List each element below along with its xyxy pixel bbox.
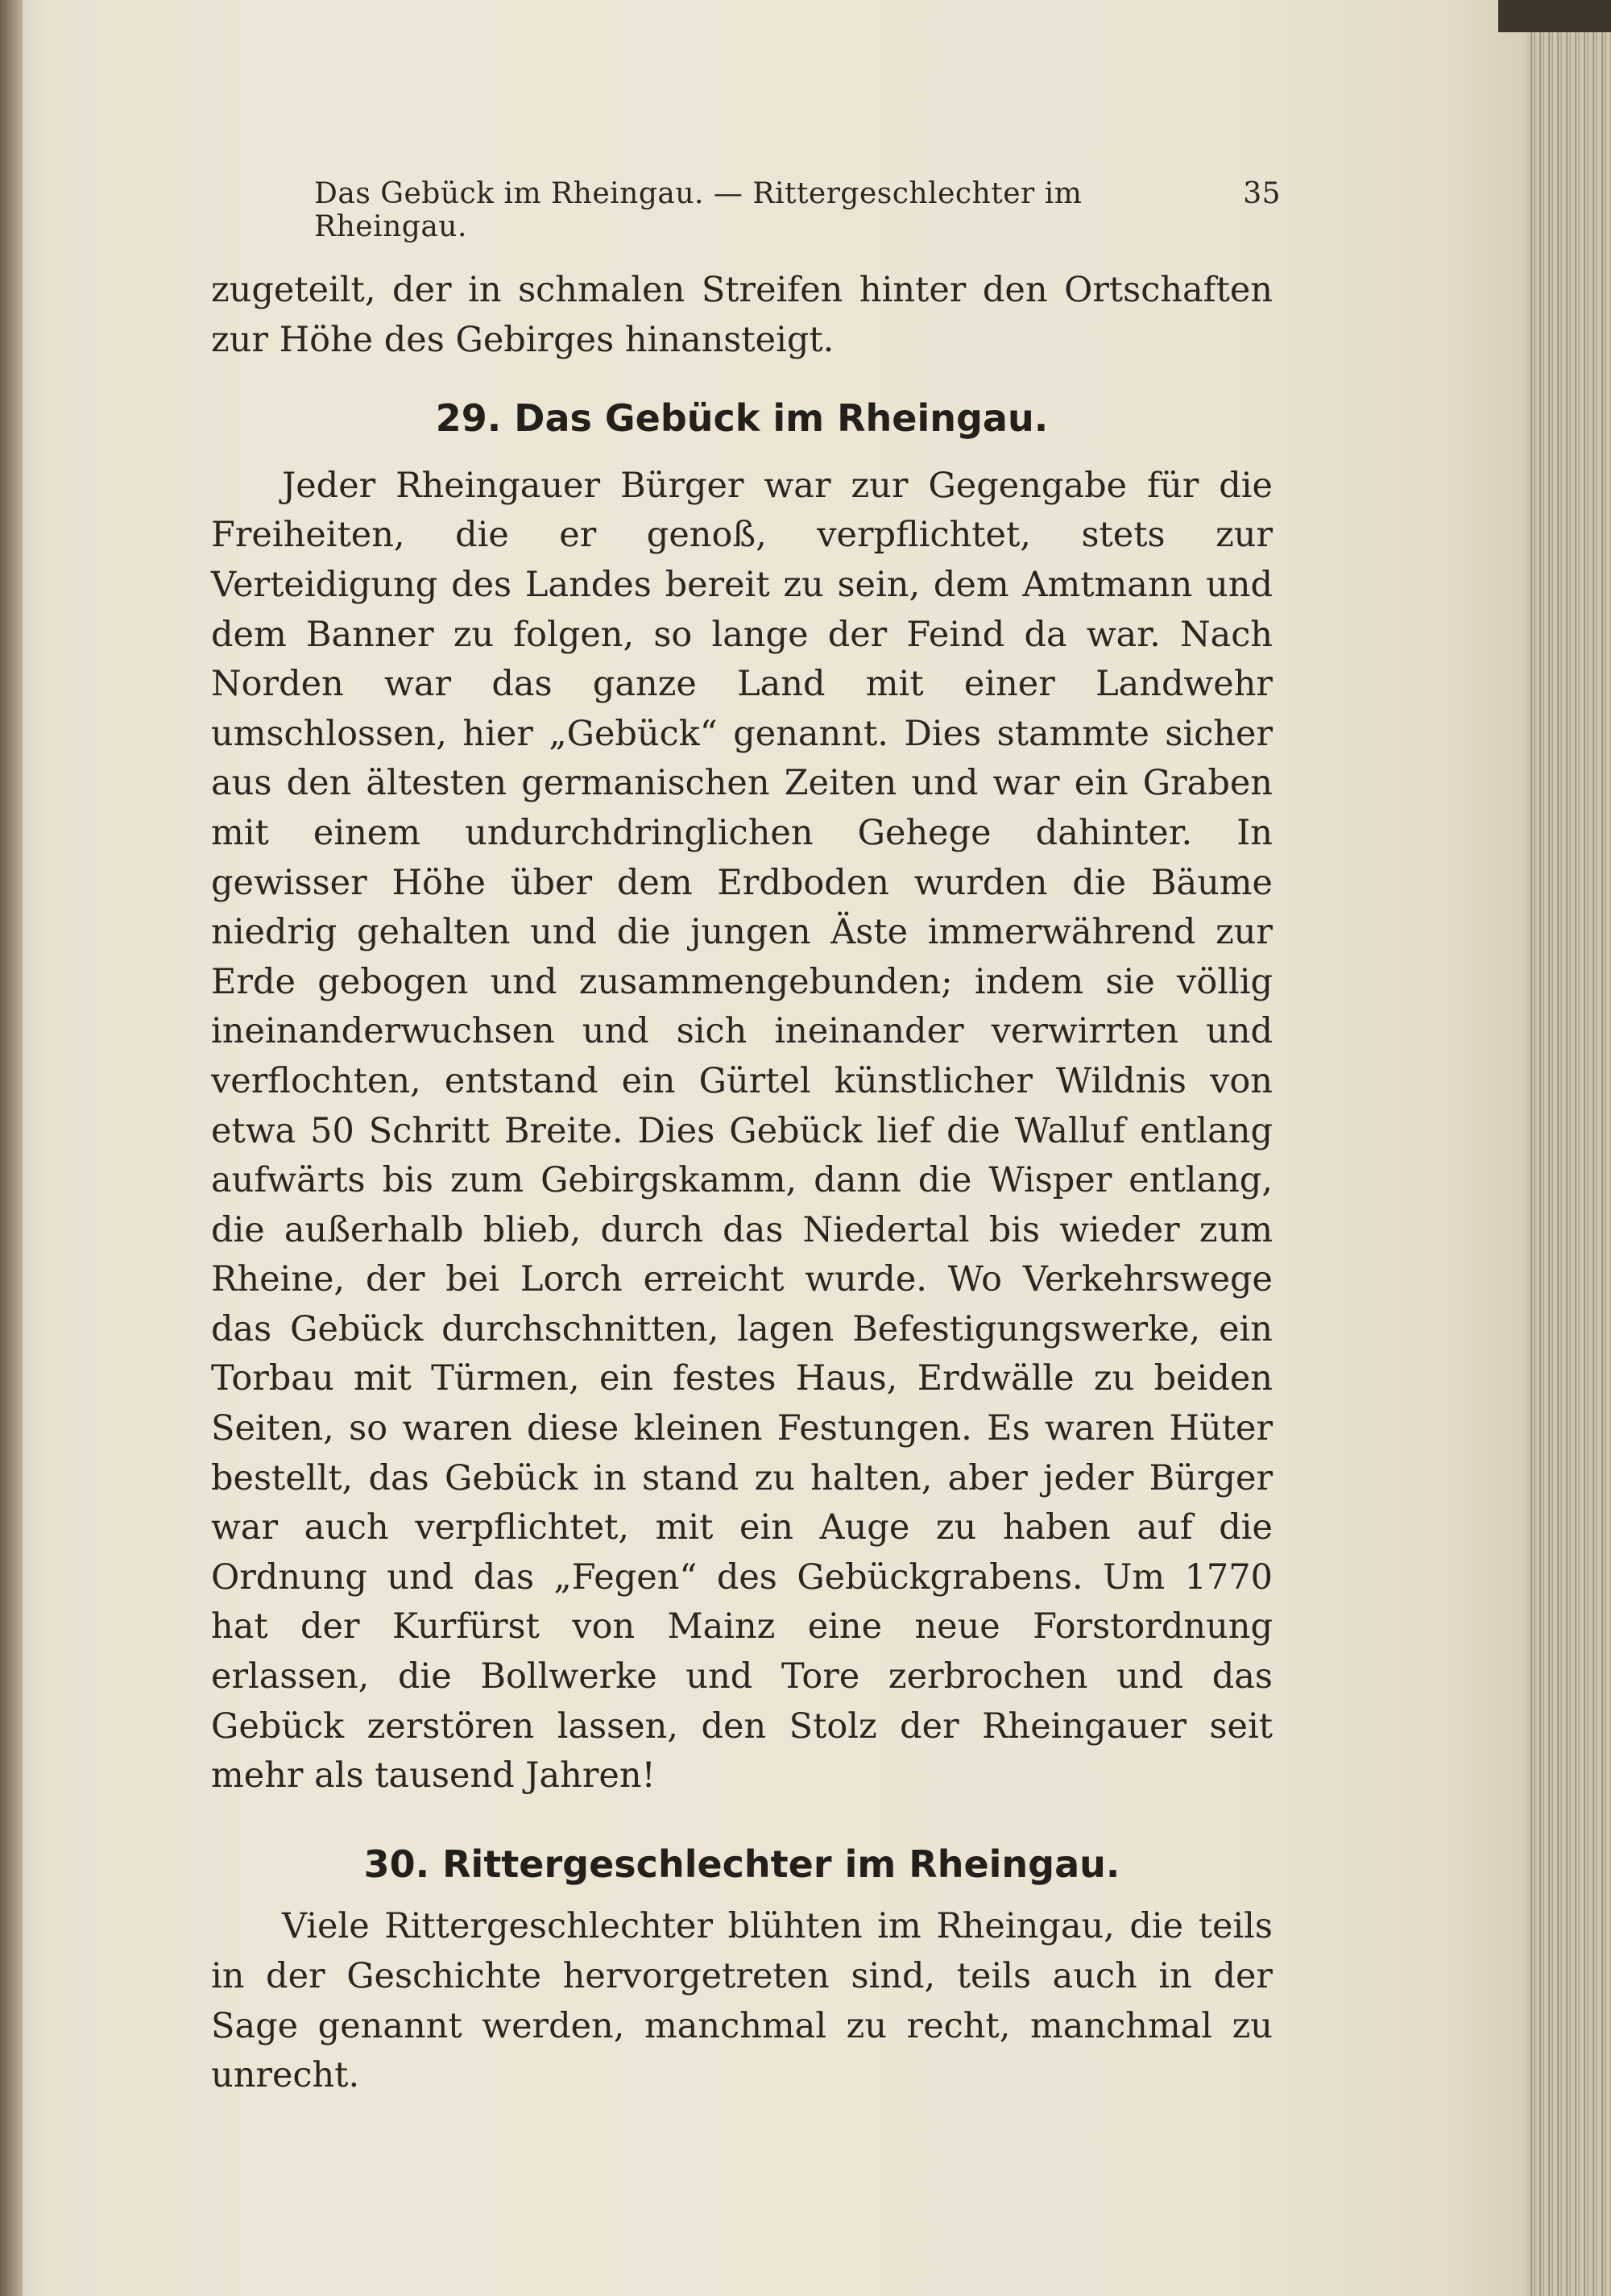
page-edges [1526, 0, 1611, 2296]
running-header [314, 177, 1281, 243]
section-heading-29: 29. Das Gebück im Rheingau. [435, 396, 1049, 441]
page-number: 35 [1243, 177, 1281, 210]
page-edges-shadow [1498, 0, 1611, 32]
book-gutter [0, 0, 23, 2296]
page-body [211, 266, 1273, 2101]
running-title: Das Gebück im Rheingau. — Rittergeschlechter im Rheingau. [314, 177, 1083, 243]
section-heading-30: 30. Rittergeschlechter im Rheingau. [363, 1842, 1120, 1886]
section-text-29: Jeder Rheingauer Bürger war zur Gegengabe für die Freiheiten, die er genoß, verpflichtet, stets zur Verteidigung des Landes bereit zu sein, dem Amtmann und dem Banner zu folgen, so lange der Feind da war. Nach Norden war das ganze Land mit einer Landwehr umschlossen, hier „Gebück“ genannt. Dies stammte sicher aus den ältesten germanischen Zeiten und war ein Graben mit einem undurchdringlichen Gehege dahinter. In gewisser Höhe über dem Erdboden wurden die Bäume niedrig gehalten und die jungen Äste immerwährend zur Erde gebogen und zusammengebunden; indem sie völlig ineinanderwuchsen und sich ineinander verwirrten und verflochten, entstand ein Gürtel künstlicher Wildnis von etwa 50 Schritt Breite. Dies Gebück lief die Walluf entlang aufwärts bis zum Gebirgskamm, dann die Wisper entlang, die außerhalb blieb, durch das Niedertal bis wieder zum Rheine, der bei Lorch erreicht wurde. Wo Verkehrswege das Gebück durchschnitten, lagen Befestigungswerke, ein Torbau mit Türmen, ein festes Haus, Erdwälle zu beiden Seiten, so waren diese kleinen Festungen. Es waren Hüter bestellt, das Gebück in stand zu halten, aber jeder Bürger war auch verpflichtet, mit ein Auge zu haben auf die Ordnung und das „Fegen“ des Gebückgrabens. Um 1770 hat der Kurfürst von Mainz eine neue Forstordnung erlassen, die Bollwerke und Tore zerbrochen und das Gebück zerstören lassen, den Stolz der Rheingauer seit mehr als tausend Jahren! [211, 465, 1273, 1797]
section-text-30: Viele Rittergeschlechter blühten im Rheingau, die teils in der Geschichte hervorgetreten sind, teils auch in der Sage genannt werden, manchmal zu recht, manchmal zu unrecht. [211, 1906, 1273, 2096]
intro-paragraph: zugeteilt, der in schmalen Streifen hinter den Ortschaften zur Höhe des Gebirges hinansteigt. [211, 270, 1273, 360]
